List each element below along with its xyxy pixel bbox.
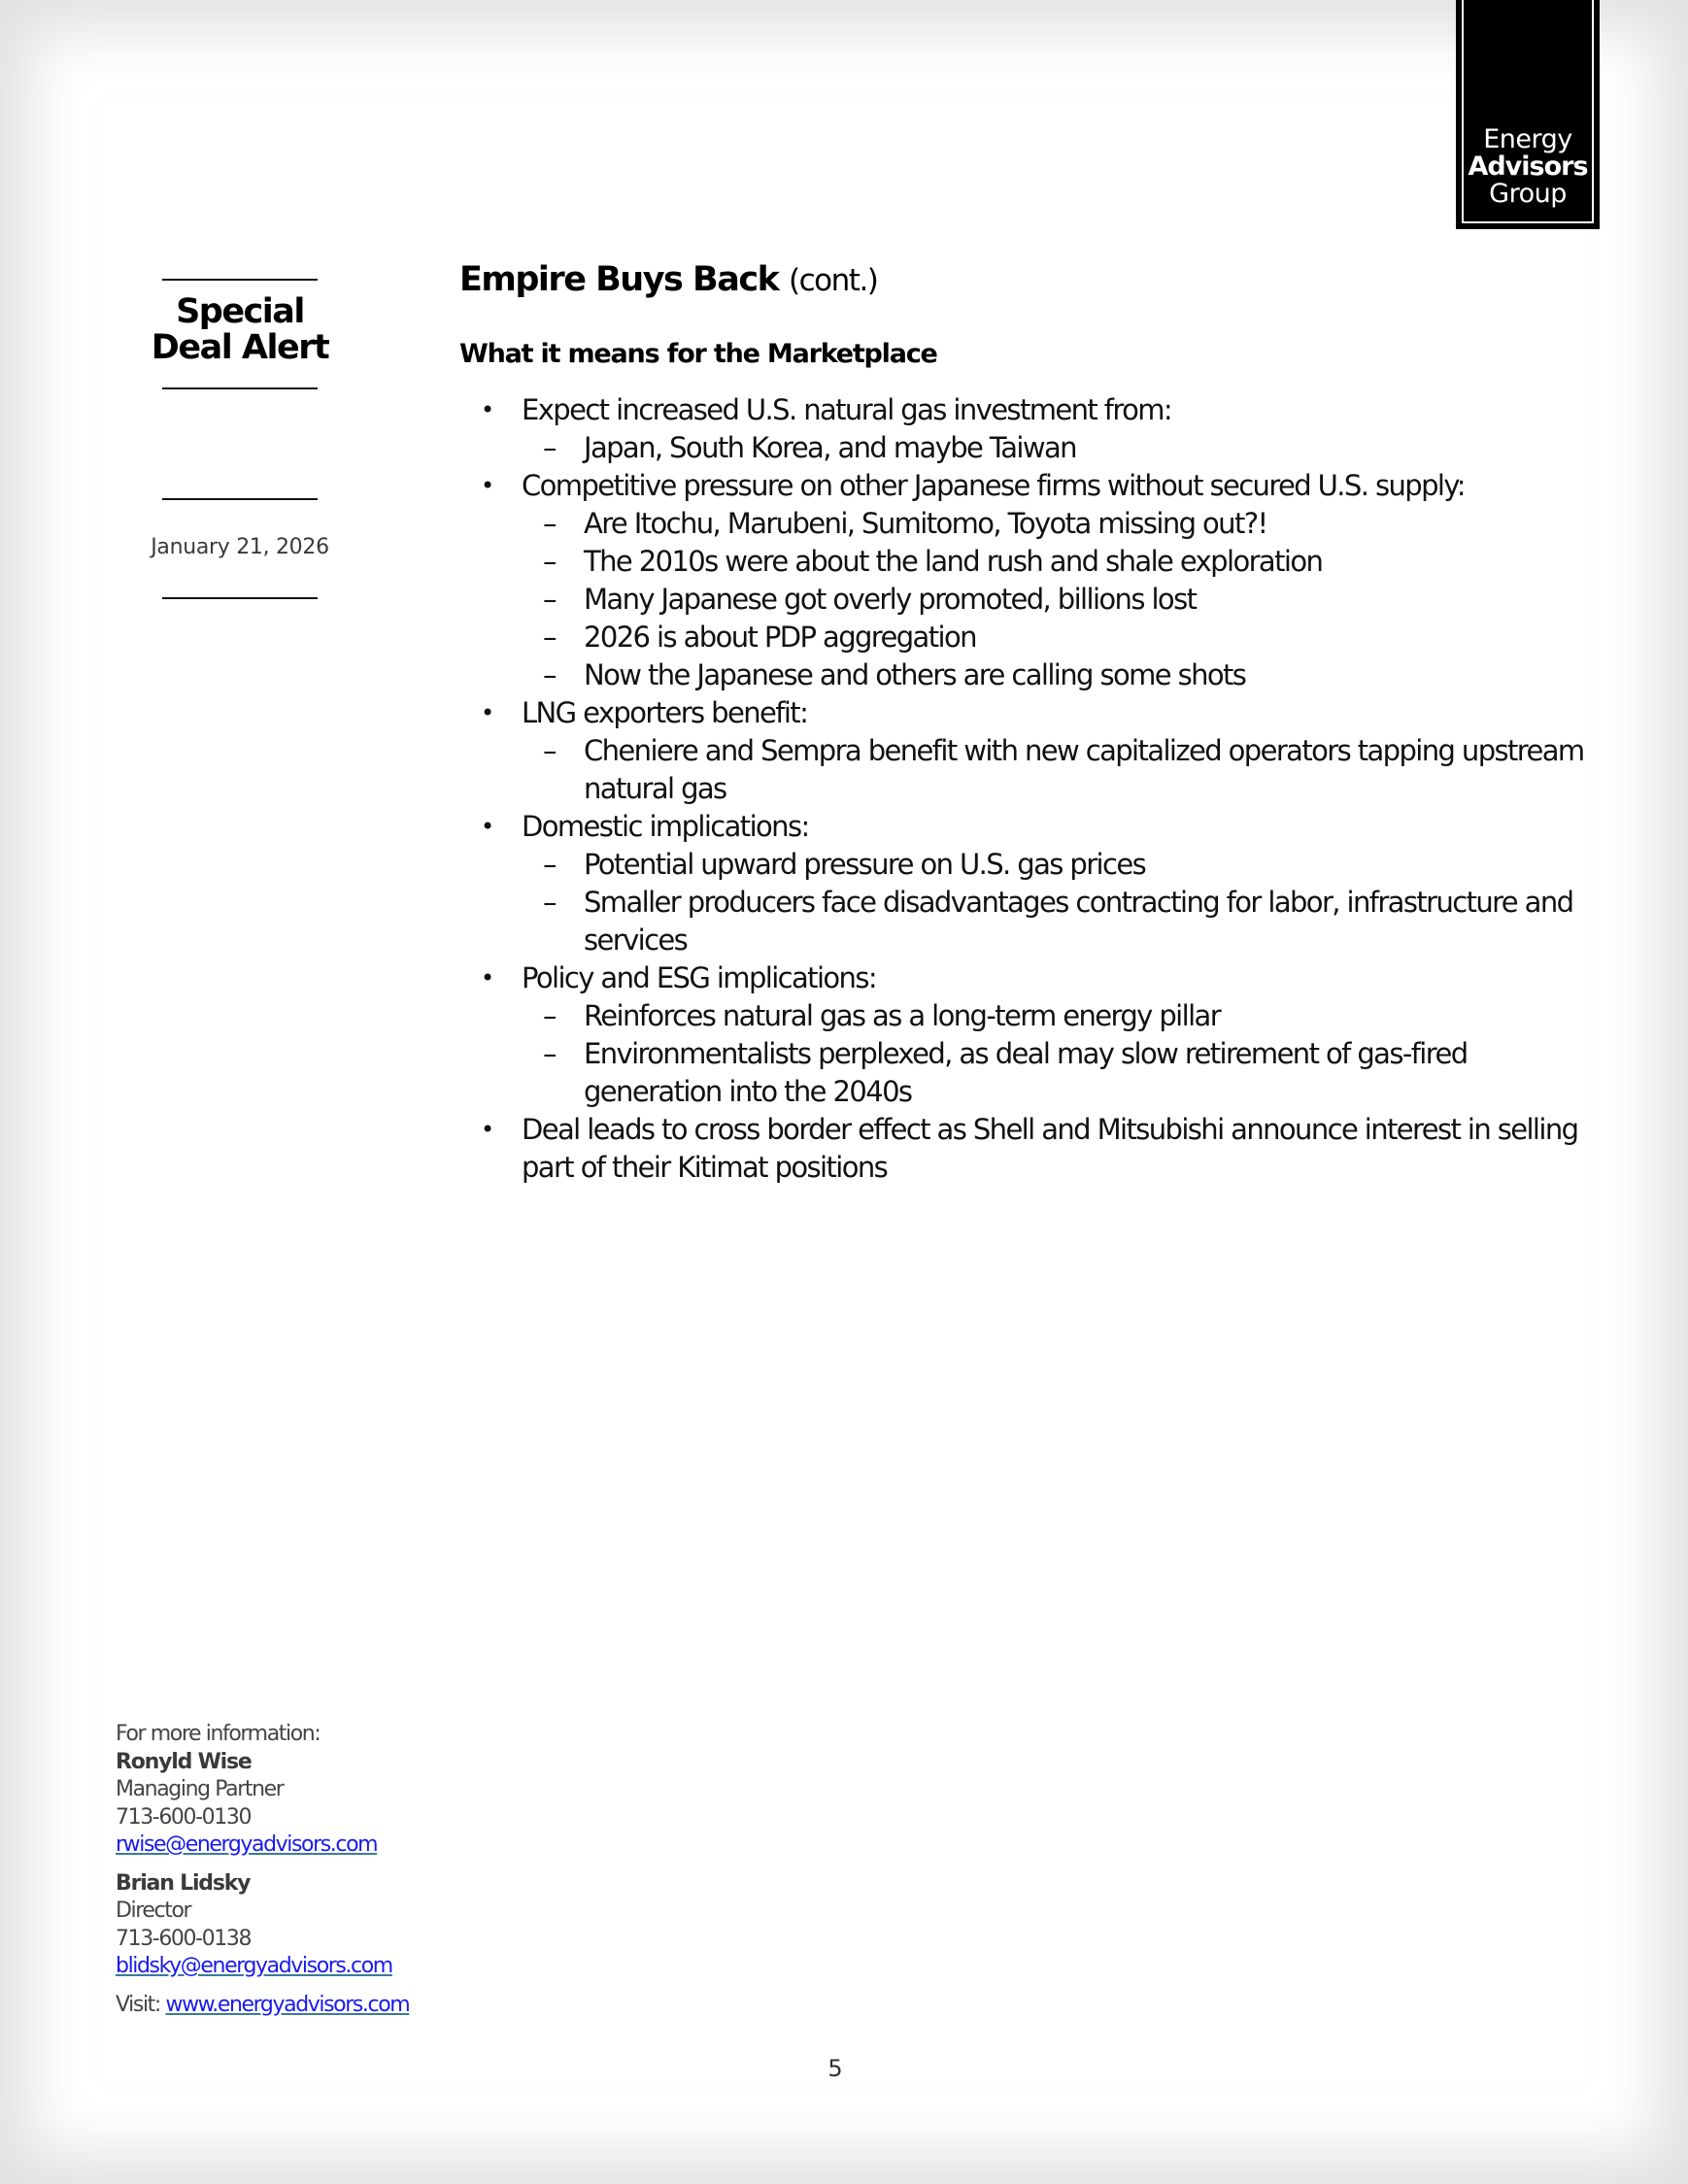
logo-text bbox=[1456, 126, 1600, 208]
dash-icon: – bbox=[543, 621, 556, 654]
dash-icon: – bbox=[543, 658, 556, 691]
bullet-icon: • bbox=[481, 964, 493, 991]
sidebar-rule-mid bbox=[162, 387, 318, 389]
sidebar-rule-top bbox=[162, 279, 318, 281]
sub-bullet-item bbox=[522, 846, 1593, 884]
sub-bullet-item bbox=[522, 656, 1593, 694]
sub-bullet-text: Many Japanese got overly promoted, billions lost bbox=[584, 583, 1197, 616]
sub-bullet-item bbox=[522, 505, 1593, 543]
sub-bullet-text: 2026 is about PDP aggregation bbox=[584, 621, 976, 654]
sub-bullet-list bbox=[522, 846, 1593, 959]
contact-phone: 713-600-0138 bbox=[116, 1926, 252, 1951]
contact-name: Brian Lidsky bbox=[116, 1870, 251, 1896]
sub-bullet-text: Japan, South Korea, and maybe Taiwan bbox=[584, 431, 1076, 464]
bullet-icon: • bbox=[481, 472, 493, 499]
issue-date: January 21, 2026 bbox=[151, 535, 329, 559]
sidebar-rule-date-top bbox=[162, 498, 318, 500]
bullet-icon: • bbox=[481, 699, 493, 726]
dash-icon: – bbox=[543, 431, 556, 464]
sub-bullet-text: Environmentalists perplexed, as deal may slow retirement of gas-fired generation into the 2040s bbox=[584, 1037, 1468, 1108]
sub-bullet-text: Cheniere and Sempra benefit with new capitalized operators tapping upstream natural gas bbox=[584, 734, 1584, 805]
sub-bullet-item bbox=[522, 581, 1593, 619]
dash-icon: – bbox=[543, 886, 556, 919]
sub-bullet-text: Smaller producers face disadvantages contracting for labor, infrastructure and services bbox=[584, 886, 1573, 957]
dash-icon: – bbox=[543, 848, 556, 881]
contact-name: Ronyld Wise bbox=[116, 1749, 252, 1774]
sidebar-title bbox=[136, 294, 344, 366]
dash-icon: – bbox=[543, 1037, 556, 1070]
contact-email-link[interactable]: rwise@energyadvisors.com bbox=[116, 1832, 378, 1857]
contact-block bbox=[116, 1721, 409, 2019]
bullet-item bbox=[466, 959, 1593, 1111]
article-headline bbox=[459, 260, 877, 299]
sub-bullet-list bbox=[522, 997, 1593, 1111]
sub-bullet-item bbox=[522, 997, 1593, 1035]
logo-line-3: Group bbox=[1489, 179, 1567, 209]
dash-icon: – bbox=[543, 545, 556, 578]
bullet-item bbox=[466, 694, 1593, 808]
bullet-icon: • bbox=[481, 396, 493, 423]
contact-intro: For more information: bbox=[116, 1722, 321, 1746]
sub-bullet-item bbox=[522, 619, 1593, 656]
sub-bullet-item bbox=[522, 543, 1593, 581]
spacer bbox=[116, 1860, 409, 1870]
bullet-icon: • bbox=[481, 1116, 493, 1143]
visit-label: Visit: bbox=[116, 1992, 160, 2017]
dash-icon: – bbox=[543, 734, 556, 767]
sidebar-title-line-2: Deal Alert bbox=[151, 328, 329, 367]
sub-bullet-item bbox=[522, 884, 1593, 959]
bullet-item bbox=[466, 467, 1593, 694]
sub-bullet-item bbox=[522, 429, 1593, 467]
bullet-text: Domestic implications: bbox=[522, 810, 809, 843]
sub-bullet-text: Potential upward pressure on U.S. gas prices bbox=[584, 848, 1146, 881]
sub-bullet-text: Reinforces natural gas as a long-term energy pillar bbox=[584, 999, 1221, 1032]
bullet-text: Deal leads to cross border effect as Shell and Mitsubishi announce interest in selling part of their Kitimat positions bbox=[522, 1113, 1578, 1184]
page-number: 5 bbox=[827, 2055, 843, 2082]
bullet-item bbox=[466, 808, 1593, 959]
bullet-icon: • bbox=[481, 813, 493, 840]
bullet-text: Expect increased U.S. natural gas investment from: bbox=[522, 393, 1172, 426]
bullet-text: Competitive pressure on other Japanese firms without secured U.S. supply: bbox=[522, 469, 1465, 502]
dash-icon: – bbox=[543, 583, 556, 616]
sub-bullet-list bbox=[522, 732, 1593, 808]
dash-icon: – bbox=[543, 507, 556, 540]
sidebar-rule-date-bottom bbox=[162, 597, 318, 599]
section-subheading: What it means for the Marketplace bbox=[459, 339, 937, 369]
headline-suffix: (cont.) bbox=[789, 263, 878, 298]
logo-line-1: Energy bbox=[1483, 124, 1572, 154]
sub-bullet-item bbox=[522, 1035, 1593, 1111]
contact-title: Director bbox=[116, 1898, 191, 1923]
bullet-text: LNG exporters benefit: bbox=[522, 696, 808, 729]
bullet-list bbox=[466, 391, 1593, 1187]
contact-phone: 713-600-0130 bbox=[116, 1804, 252, 1830]
sub-bullet-text: Are Itochu, Marubeni, Sumitomo, Toyota missing out?! bbox=[584, 507, 1267, 540]
sub-bullet-item bbox=[522, 732, 1593, 808]
headline-text: Empire Buys Back bbox=[459, 260, 779, 299]
dash-icon: – bbox=[543, 999, 556, 1032]
sub-bullet-text: The 2010s were about the land rush and shale exploration bbox=[584, 545, 1323, 578]
bullet-item bbox=[466, 1111, 1593, 1187]
bullet-item bbox=[466, 391, 1593, 467]
contact-title: Managing Partner bbox=[116, 1777, 284, 1801]
spacer bbox=[116, 1981, 409, 1992]
sub-bullet-list bbox=[522, 429, 1593, 467]
bullet-text: Policy and ESG implications: bbox=[522, 961, 877, 994]
website-link[interactable]: www.energyadvisors.com bbox=[165, 1992, 410, 2017]
sidebar-title-line-1: Special bbox=[176, 292, 304, 331]
logo-line-2: Advisors bbox=[1468, 151, 1588, 182]
contact-email-link[interactable]: blidsky@energyadvisors.com bbox=[116, 1954, 392, 1978]
sub-bullet-list bbox=[522, 505, 1593, 694]
company-logo bbox=[1456, 0, 1600, 229]
sub-bullet-text: Now the Japanese and others are calling some shots bbox=[584, 658, 1246, 691]
